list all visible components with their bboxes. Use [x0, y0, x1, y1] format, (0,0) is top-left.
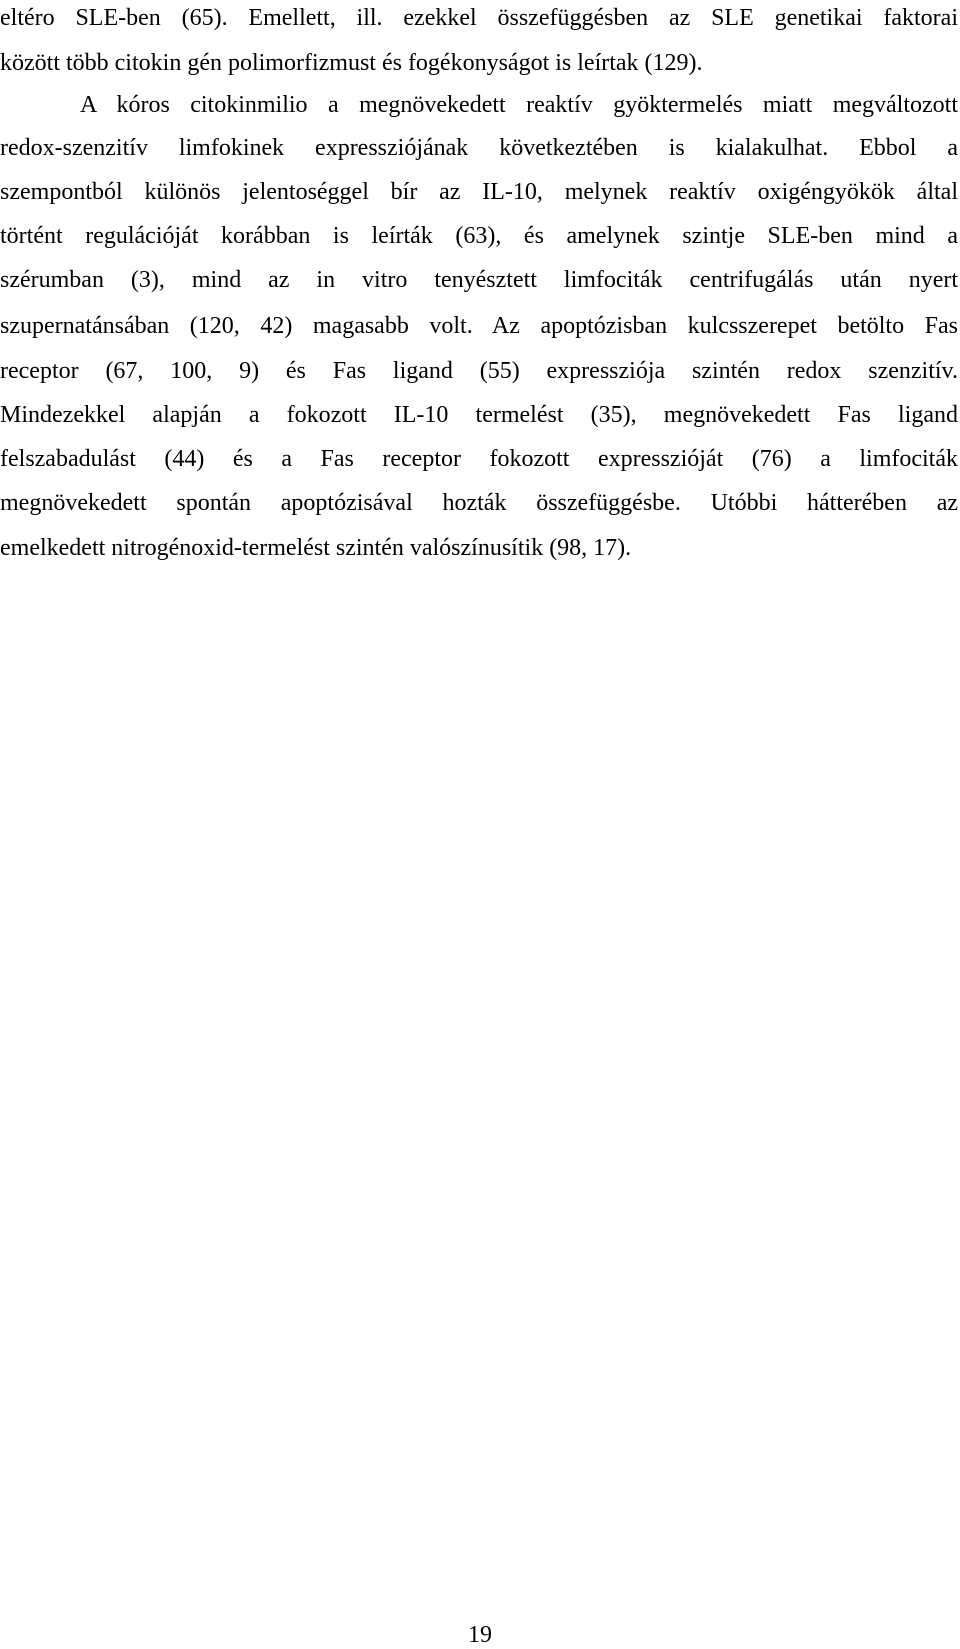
- text-line-11: felszabadulást (44) és a Fas receptor fokozott expresszióját (76) a limfociták: [0, 446, 958, 472]
- text-line-5: szempontból különös jelentoséggel bír az IL-10, melynek reaktív oxigéngyökök által: [0, 179, 958, 205]
- text-line-12: megnövekedett spontán apoptózisával hozták összefüggésbe. Utóbbi hátterében az: [0, 490, 958, 516]
- text-line-13: emelkedett nitrogénoxid-termelést szintén valószínusítik (98, 17).: [0, 535, 632, 561]
- text-line-2: között több citokin gén polimorfizmust és fogékonyságot is leírtak (129).: [0, 50, 703, 76]
- text-line-10: Mindezekkel alapján a fokozott IL-10 termelést (35), megnövekedett Fas ligand: [0, 402, 958, 428]
- text-line-6: történt regulációját korábban is leírták (63), és amelynek szintje SLE-ben mind a: [0, 223, 958, 249]
- text-line-8: szupernatánsában (120, 42) magasabb volt. Az apoptózisban kulcsszerepet betölto Fas: [0, 313, 958, 339]
- text-line-3: A kóros citokinmilio a megnövekedett reaktív gyöktermelés miatt megváltozott: [80, 92, 958, 118]
- page-number: 19: [468, 1622, 492, 1648]
- text-line-1: eltéro SLE-ben (65). Emellett, ill. ezekkel összefüggésben az SLE genetikai faktorai: [0, 5, 958, 31]
- text-line-4: redox-szenzitív limfokinek expressziójának következtében is kialakulhat. Ebbol a: [0, 135, 958, 161]
- text-line-9: receptor (67, 100, 9) és Fas ligand (55) expressziója szintén redox szenzitív.: [0, 358, 958, 384]
- text-line-7: szérumban (3), mind az in vitro tenyésztett limfociták centrifugálás után nyert: [0, 267, 958, 293]
